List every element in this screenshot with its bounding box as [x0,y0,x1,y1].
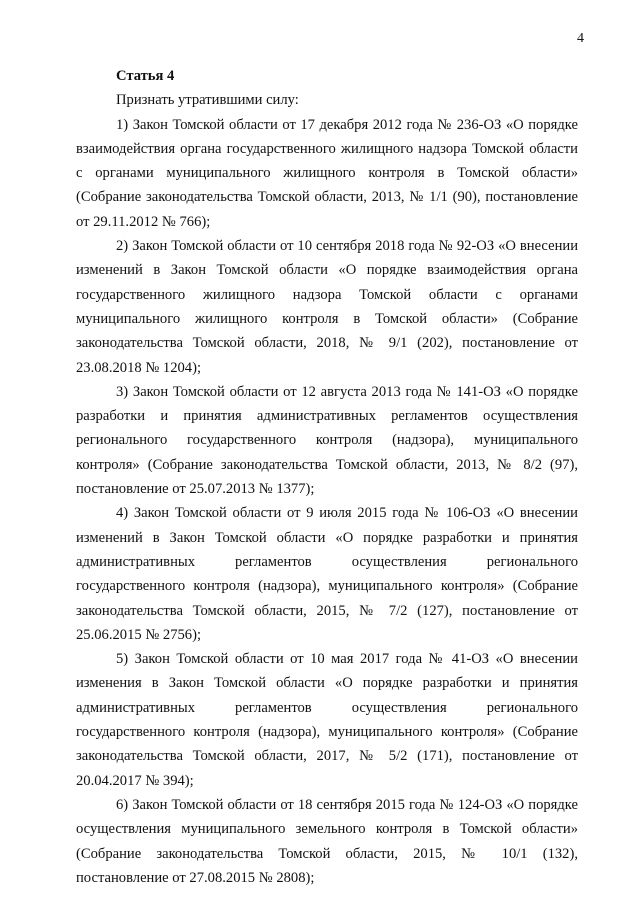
law-item-1: 1) Закон Томской области от 17 декабря 2012 года № 236-ОЗ «О порядке взаимодействия органа государственного жилищного надзора Томской области с органами муниципального жилищного контроля в Томской области» (Собрание законодательства Томской области, 2013, № 1/1 (90), постановление от 29.11.2012 № 766); [76,116,578,230]
law-item-2: 2) Закон Томской области от 10 сентября 2018 года № 92-ОЗ «О внесении изменений в Закон Томской области «О порядке взаимодействия органа государственного жилищного надзора Томской области с органами муниципального жилищного контроля в Томской области» (Собрание законодательства Томской области, 2018, № 9/1 (202), постановление от 23.08.2018 № 1204); [76,238,578,376]
article-title: Статья 4 [116,68,175,84]
law-item-3: 3) Закон Томской области от 12 августа 2013 года № 141-ОЗ «О порядке разработки и принятия административных регламентов осуществления регионального государственного контроля (надзора), муниципального контроля» (Собрание законодательства Томской области, 2013, № 8/2 (97), постановление от 25.07.2013 № 1377); [76,383,578,498]
article-intro: Признать утратившими силу: [116,92,299,109]
law-item-6: 6) Закон Томской области от 18 сентября 2015 года № 124-ОЗ «О порядке осуществления муниципального земельного контроля в Томской области» (Собрание законодательства Томской области, 2015, № 10/1 (132), постановление от 27.08.2015 № 2808); [76,796,578,886]
page-number: 4 [577,31,584,46]
law-item-4: 4) Закон Томской области от 9 июля 2015 года № 106-ОЗ «О внесении изменений в Закон Томской области «О порядке разработки и принятия административных регламентов осуществления регионального государственного контроля (надзора), муниципального контроля» (Собрание законодательства Томской области, 2015, № 7/2 (127), постановление от 25.06.2015 № 2756); [76,505,578,643]
law-item-5: 5) Закон Томской области от 10 мая 2017 года № 41-ОЗ «О внесении изменения в Закон Томской области «О порядке разработки и принятия административных регламентов осуществления регионального государственного контроля (надзора), муниципального контроля» (Собрание законодательства Томской области, 2017, № 5/2 (171), постановление от 20.04.2017 № 394); [76,651,578,789]
document-body [76,64,578,890]
